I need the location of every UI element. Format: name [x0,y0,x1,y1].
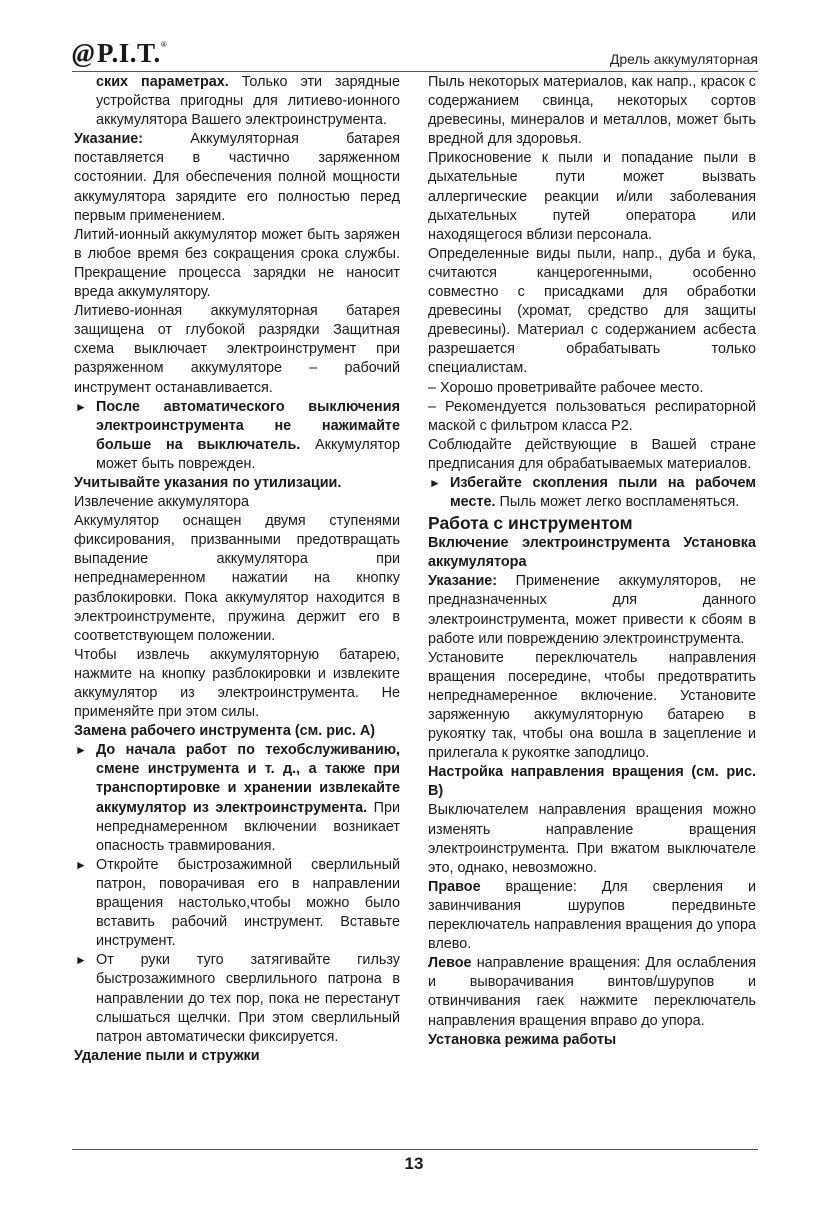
left-column [74,73,400,1066]
logo-registered: ® [160,40,168,49]
regulations-paragraph: Соблюдайте действующие в Вашей стране предписания для обрабатываемых материалов. [428,436,756,472]
dust-heading: Удаление пыли и стружки [74,1047,260,1064]
header-title: Дрель аккумуляторная [609,51,758,67]
mode-heading: Установка режима работы [428,1031,617,1048]
remove-paragraph: Чтобы извлечь аккумуляторную батарею, нажмите на кнопку разблокировки и извлеките аккумулятор из электроинструмента. Не применяйте при этом силы. [74,646,400,721]
right-rotation-paragraph: Правое вращение: Для сверления и завинчивания шурупов передвиньте переключатель направления вращения до упора влево. [428,878,756,953]
latch-paragraph: Аккумулятор оснащен двумя ступенями фиксирования, призванными предотвращать выпадение аккумулятора при непреднамеренном нажатии на кнопку разблокировки. Пока аккумулятор находится в электроинструменте, пружина держит его в соответствующем положении. [74,513,400,644]
allergy-paragraph: Прикосновение к пыли и попадание пыли в дыхательные пути может вызвать аллергические реакции и/или заболевания дыхательных путей оператора или находящегося вблизи персонала. [428,150,756,243]
logo-mark: @ [72,38,95,68]
bullet-open-chuck: ► Откройте быстрозажимной сверлильный патрон, поворачивая его в направлении вращения настолько,чтобы можно было вставить рабочий инструмент. Вставьте инструмент. [75,856,400,950]
right-column [428,73,756,1050]
carcinogen-paragraph: Определенные виды пыли, напр., дуба и бука, считаются канцерогенными, особенно совместно с присадками для обработки древесины (хромат, средство для защиты древесины). Материал с содержанием асбеста разрешается обрабатывать только специалистам. [428,245,756,377]
bullet-maintenance: ► До начала работ по техобслуживанию, смене инструмента и т. д., а также при транспортировке и хранении извлекайте аккумулятор из электроинструмента. При непреднамеренном включении возникает опасность травмирования. [75,742,400,854]
bullet-arrow-icon: ► [429,475,441,490]
footer-rule [72,1149,758,1150]
bullet-arrow-icon: ► [75,857,87,872]
disposal-heading: Учитывайте указания по утилизации. [74,474,342,491]
logo-text: P.I.T. [96,38,161,68]
bullet-dust-accumulation: ► Избегайте скопления пыли на рабочем месте. Пыль может легко воспламеняться. [429,474,756,511]
battery-note: Указание: Аккумуляторная батарея поставляется в частично заряженном состоянии. Для обеспечения полной мощности аккумулятора зарядите его полностью перед первым применением. [74,131,400,224]
direction-heading: Настройка направления вращения (см. рис. В) [428,764,756,800]
bullet-auto-shutdown: ► После автоматического выключения электроинструмента не нажимайте больше на выключатель. Аккумулятор может быть поврежден. [75,398,400,472]
left-rotation-paragraph: Левое направление вращения: Для ослабления и выворачивания винтов/шурупов и отвинчивания гаек нажмите переключатель направления вращения вправо до упора. [428,955,756,1029]
switch-on-heading: Включение электроинструмента Установка аккумулятора [428,535,756,571]
pit-logo [72,38,167,69]
bullet-arrow-icon: ► [75,743,87,758]
li-ion-paragraph: Литий-ионный аккумулятор может быть заряжен в любое время без сокращения срока службы. Прекращение процесса зарядки не наносит вреда аккумулятору. [74,226,400,301]
chargers-continuation: ских параметрах. Только эти зарядные устройства пригодны для литиево-ионного аккумулятора Вашего электроинструмента. [96,74,400,129]
tool-change-heading: Замена рабочего инструмента (см. рис. А) [74,723,376,740]
battery-compat-note: Указание: Применение аккумуляторов, не предназначенных для данного электроинструмента, может привести к сбоям в работе или повреждению электроинструмента. [428,573,756,647]
section-title: Работа с инструментом [428,513,633,534]
bullet-arrow-icon: ► [75,953,87,968]
bullet-tighten-chuck: ► От руки туго затягивайте гильзу быстрозажимного сверлильного патрона в направлении до тех пор, пока не перестанут слышаться щелчки. При этом сверлильный патрон автоматически фиксируется. [75,952,400,1045]
switch-paragraph: Установите переключатель направления вращения посередине, чтобы предотвратить непреднамеренное включение. Установите заряженную аккумуляторную батарею в рукоятку так, чтобы она вошла в зацепление и прилегала к рукоятке заподлицо. [428,649,756,762]
page-number: 13 [404,1154,424,1173]
dash-item-ventilate: – Хорошо проветривайте рабочее место. [428,379,704,396]
dash-item-respirator: – Рекомендуется пользоваться респираторной маской с фильтром класса Р2. [428,398,756,434]
protection-paragraph: Литиево-ионная аккумуляторная батарея защищена от глубокой разрядки Защитная схема выключает электроинструмент при разряженном аккумуляторе – рабочий инструмент останавливается. [74,303,400,396]
removal-heading: Извлечение аккумулятора [74,494,250,511]
bullet-arrow-icon: ► [75,399,87,414]
header-rule [72,71,758,72]
direction-paragraph: Выключателем направления вращения можно изменять направление вращения электроинструмента. При вжатом выключателе это, однако, невозможно. [428,802,756,876]
dust-paragraph: Пыль некоторых материалов, как напр., красок с содержанием свинца, некоторых сортов древесины, минералов и металлов, может быть вредной для здоровья. [428,74,756,148]
